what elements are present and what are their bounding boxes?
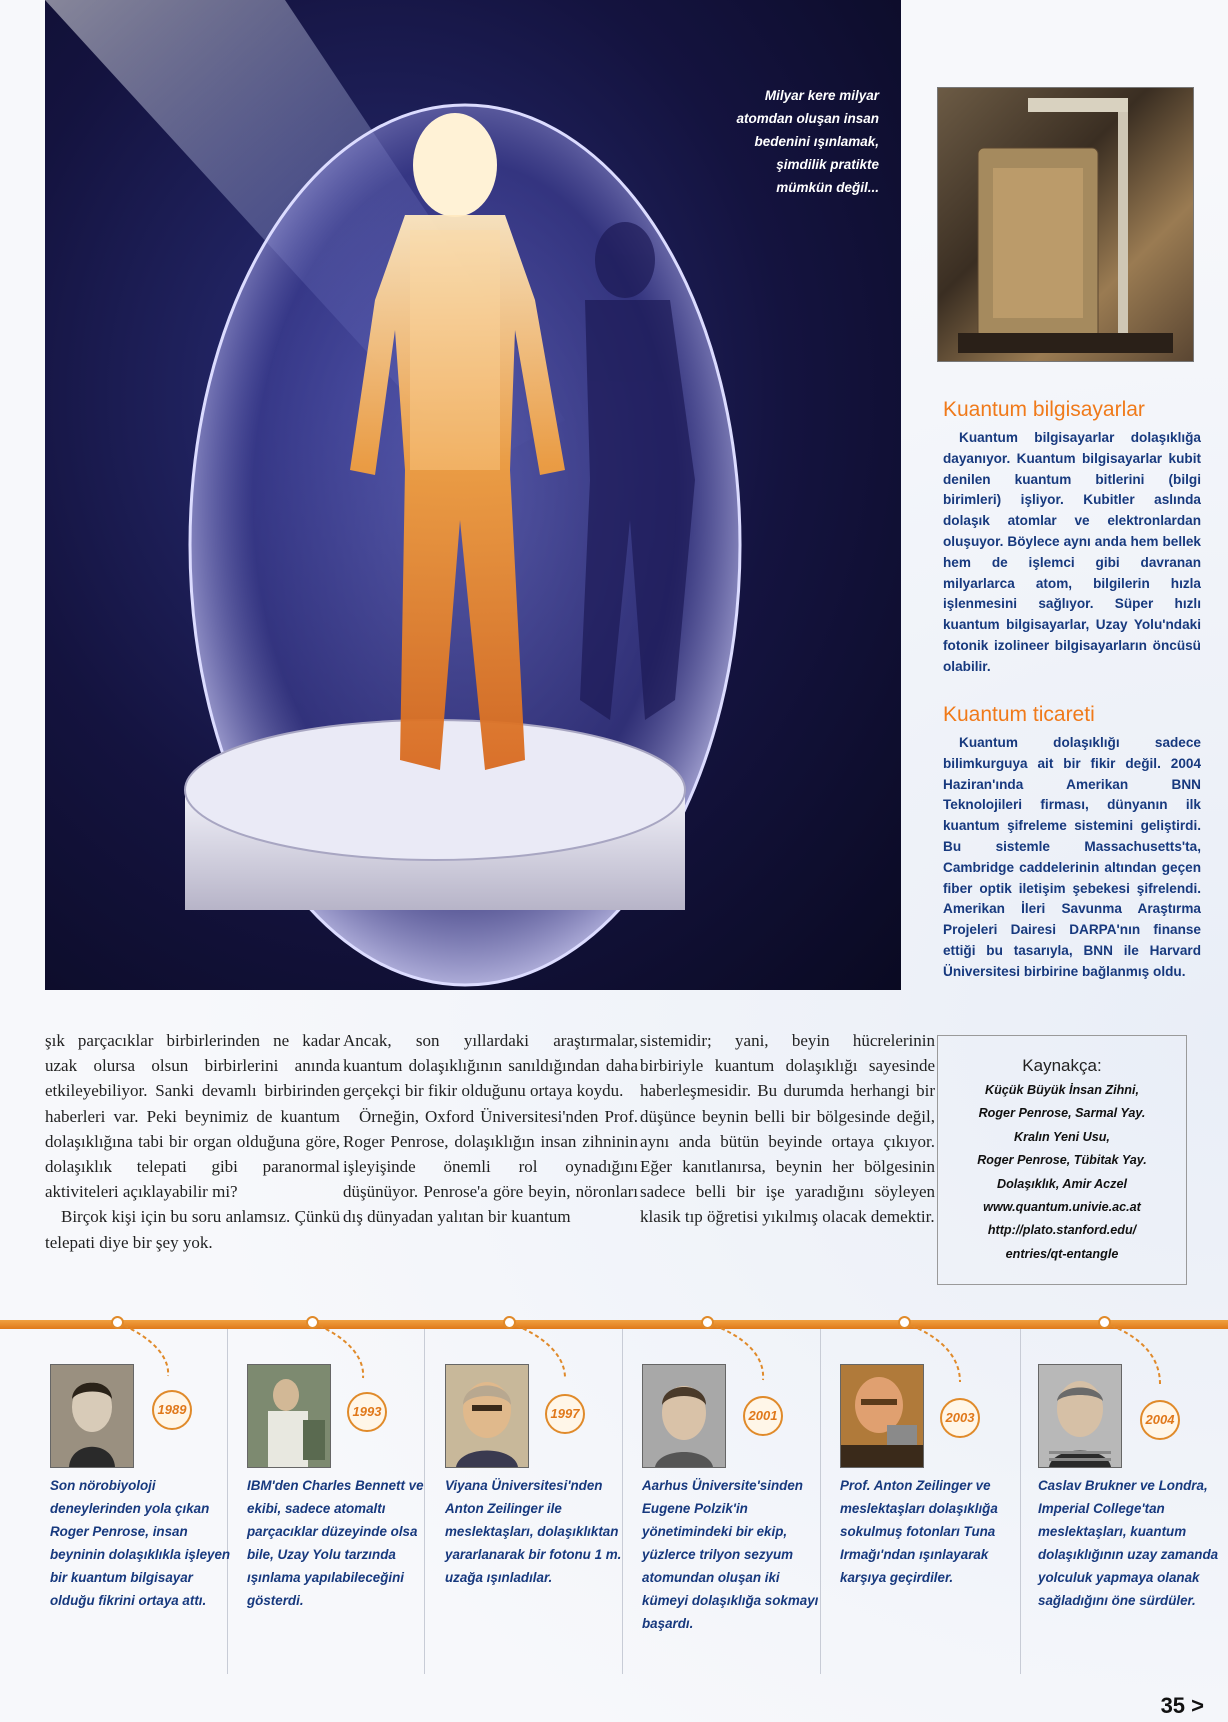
- portrait-photo: [445, 1364, 529, 1468]
- body-paragraph: Birçok kişi için bu soru anlamsız. Çünkü telepati diye bir şey yok.: [45, 1207, 340, 1252]
- source-line: Dolaşıklık, Amir Aczel: [997, 1176, 1127, 1191]
- year-badge: 2001: [743, 1396, 783, 1436]
- sources-title: Kaynakça:: [1022, 1056, 1102, 1075]
- body-paragraph: şık parçacıklar birbirlerinden ne kadar uzak olursa olsun birbirlerini anında etkileyebiliyor. Sanki devamlı birbirinden haberleri var. Peki beynimiz de kuantum dolaşıklığına tabi bir organ olduğuna göre, dolaşıklık telepati gibi paranormal aktiviteleri açıklayabilir mi?: [45, 1031, 340, 1202]
- timeline-node: [111, 1316, 124, 1329]
- timeline-node: [1098, 1316, 1111, 1329]
- quantum-computer-photo: [937, 87, 1194, 362]
- portrait-photo: [50, 1364, 134, 1468]
- body-column-2: [343, 1028, 638, 1230]
- kuantum-bilgisayarlar-heading: Kuantum bilgisayarlar: [943, 398, 1145, 421]
- portrait-photo: [642, 1364, 726, 1468]
- kuantum-ticareti-heading: Kuantum ticareti: [943, 703, 1095, 726]
- hero-illustration: [45, 0, 901, 990]
- body-paragraph: sistemidir; yani, beyin hücrelerinin birbiriyle kuantum dolaşıklığı sayesinde haberleşmesidir. Bu durumda herhangi bir düşünce beynin belli bir bölgesinde değil, aynı anda bütün beyinde ortaya çıkıyor. Eğer kanıtlanırsa, beynin her bölgesinin sadece belli bir işe yaradığını söyleyen klasik tıp öğretisi yıkılmış olacak demektir.: [640, 1031, 935, 1227]
- page-number: 35 >: [1160, 1693, 1204, 1718]
- timeline-node: [503, 1316, 516, 1329]
- source-line: Roger Penrose, Sarmal Yay.: [978, 1106, 1146, 1121]
- timeline-node: [898, 1316, 911, 1329]
- timeline-node: [306, 1316, 319, 1329]
- kuantum-ticareti-text: Kuantum dolaşıklığı sadece bilimkurguya ait bir fikir değil. 2004 Haziran'ında Amerikan BNN Teknolojileri firması, dünyanın ilk kuantum şifreleme sistemini geliştirdi. Bu sistemle Massachusetts'ta, Cambridge caddelerinin altından geçen fiber optik iletişim şebekesi şifrelendi. Amerikan İleri Savunma Araştırma Projeleri Dairesi DARPA'nın finanse ettiği bu tasarıyla, BNN ile Harvard Üniversitesi birbirine bağlanmış oldu.: [943, 735, 1201, 979]
- sources-box: [937, 1035, 1187, 1285]
- body-paragraph: Örneğin, Oxford Üniversitesi'nden Prof. Roger Penrose, dolaşıklığın insan zihninin işleyişinde önemli rol oynadığını düşünüyor. Penrose'a göre beyin, nöronları dış dünyadan yalıtan bir kuantum: [343, 1106, 638, 1227]
- source-line: Küçük Büyük İnsan Zihni,: [985, 1083, 1139, 1097]
- timeline-text: Prof. Anton Zeilinger ve meslektaşları dolaşıklığa sokulmuş fotonları Tuna Irmağı'ndan ışınlayarak karşıya geçirdiler.: [840, 1478, 998, 1585]
- source-line: http://plato.stanford.edu/: [987, 1223, 1137, 1238]
- hero-caption: Milyar kere milyar atomdan oluşan insan bedenini ışınlamak, şimdilik pratikte mümkün değil...: [736, 88, 879, 195]
- source-line: entries/qt-entangle: [1005, 1246, 1119, 1261]
- portrait-photo: [1038, 1364, 1122, 1468]
- year-badge: 2004: [1140, 1400, 1180, 1440]
- year-badge: 1989: [152, 1390, 192, 1430]
- timeline-text: Caslav Brukner ve Londra, Imperial College'tan meslektaşları, kuantum dolaşıklığının uzay zamanda yolculuk yapmaya olanak sağladığını öne sürdüler.: [1038, 1478, 1219, 1608]
- year-badge: 2003: [940, 1398, 980, 1438]
- source-line: Kralın Yeni Usu,: [1014, 1129, 1110, 1144]
- body-column-1: [45, 1028, 340, 1255]
- year-badge: 1993: [347, 1392, 387, 1432]
- portrait-photo: [840, 1364, 924, 1468]
- lab-photo: [247, 1364, 331, 1468]
- source-line: Roger Penrose, Tübitak Yay.: [977, 1153, 1147, 1168]
- timeline-node: [701, 1316, 714, 1329]
- timeline-text: Aarhus Üniversite'sinden Eugene Polzik'in yönetimindeki bir ekip, yüzlerce trilyon sezyum atomundan oluşan iki kümeyi dolaşıklığa sokmayı başardı.: [642, 1478, 819, 1631]
- source-line: www.quantum.univie.ac.at: [983, 1200, 1141, 1215]
- body-column-3: [640, 1028, 935, 1230]
- year-badge: 1997: [545, 1394, 585, 1434]
- body-paragraph: Ancak, son yıllardaki araştırmalar, kuantum dolaşıklığının sanıldığından daha gerçekçi bir fikir olduğunu ortaya koydu.: [343, 1031, 638, 1101]
- lab-apparatus-art: [938, 88, 1193, 361]
- timeline-text: IBM'den Charles Bennett ve ekibi, sadece atomaltı parçacıklar düzeyinde olsa bile, Uzay Yolu tarzında ışınlama yapılabileceğini gösterdi.: [247, 1478, 424, 1608]
- timeline-text: Viyana Üniversitesi'nden Anton Zeilinger ile meslektaşları, dolaşıklıktan yararlanarak bir fotonu 1 m. uzağa ışınladılar.: [445, 1478, 622, 1585]
- timeline-text: Son nörobiyoloji deneylerinden yola çıkan Roger Penrose, insan beyninin dolaşıklıkla işleyen bir kuantum bilgisayar olduğu fikrini ortaya attı.: [50, 1478, 231, 1608]
- kuantum-bilgisayarlar-text: Kuantum bilgisayarlar dolaşıklığa dayanıyor. Kuantum bilgisayarlar kubit denilen kuantum bitlerini (bilgi birimleri) işliyor. Kubitler aslında dolaşık atomlar ve elektronlardan oluşuyor. Böylece aynı anda hem bellek hem de işlemci gibi davranan milyarlarca atom, bilgilerin hızla işlenmesini sağlıyor. Süper hızlı kuantum bilgisayarlar, Uzay Yolu'ndaki fotonik izolineer bilgisayarların öncüsü olabilir.: [943, 430, 1201, 674]
